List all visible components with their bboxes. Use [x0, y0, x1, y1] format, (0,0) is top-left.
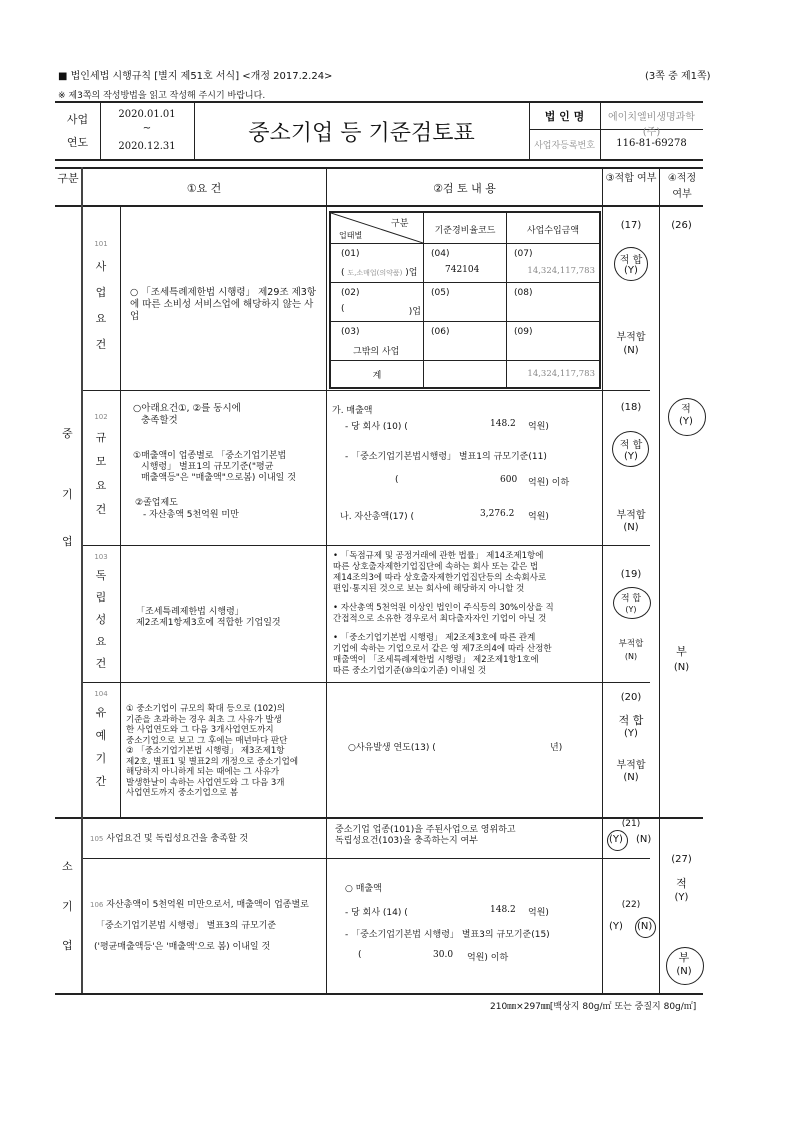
period-start: 2020.01.01	[118, 109, 176, 120]
sme-label-1: 중	[62, 427, 73, 440]
independence-requirement-text: 「조세특례제한법 시행령」 제2조제1항제3호에 적합한 기업일것	[136, 607, 281, 628]
fit-no-19: 부적합	[618, 639, 644, 649]
fit-no-21: (N)	[636, 834, 652, 845]
small-label-3: 업	[62, 939, 73, 952]
fit-yes-17: 적 합	[619, 255, 643, 266]
total-assets-17: 3,276.2	[480, 509, 515, 519]
biz-no-label: 사업자등록번호	[534, 141, 595, 151]
period-separator: ~	[142, 123, 152, 134]
small-label-2: 기	[62, 900, 73, 913]
fit-yes-22: (Y)	[609, 921, 623, 932]
sme-label-2: 기	[62, 488, 73, 501]
fit-no-18: 부적합	[616, 510, 646, 521]
company-sales-14: 148.2	[490, 905, 516, 915]
revenue-total: 14,324,117,783	[527, 369, 595, 379]
independence-requirement-label: 103 독 립 성 요 건	[94, 553, 108, 670]
small-label-1: 소	[62, 860, 73, 873]
scale-requirement-2: ②졸업제도 - 자산총액 5천억원 미만	[135, 498, 239, 520]
grace-period-text: ① 중소기업이 규모의 확대 등으로 (102)의 기준을 초과하는 경우 최초 그 사유가 발생 한 사업연도와 그 다음 3개사업연도까지 중소기업으로 보고 그 후에는 매년마다 판단 ② 「중소기업기본법 시행령」 제3조제1항 제2호, 별표1 및 별표2의 개정으로 중소기업에 해당하지 아니하게 되는 때에는 그 사유가 발생한날이 속하는 사업연도와 그 다음 3개 사업연도까지 중소기업으로 봄	[126, 704, 299, 798]
fit-no-22: (N)	[637, 921, 653, 932]
fiscal-year-label-2: 연도	[66, 136, 89, 149]
independence-review	[333, 551, 601, 677]
revenue-amount-1: 14,324,117,783	[527, 266, 595, 276]
fiscal-year-label-1: 사업	[66, 113, 89, 126]
page-title: 중소기업 등 기준검토표	[248, 121, 475, 146]
review-105: 중소기업 업종(101)을 주된사업으로 영위하고 독립성요건(103)을 충족하는지 여부	[335, 825, 516, 846]
independence-review-3: • 「중소기업기본법 시행령」 제2조제3호에 따른 관계 기업에 속하는 기업으로서 같은 영 제7조의4에 따라 산정한 매출액이 「조세특례제한법 시행령」 제2조제1항1호에 따른 중소기업기준(⑩의①기준) 이내일 것	[333, 633, 552, 676]
proper-yes-26: 적	[681, 404, 691, 415]
business-type-1: ( 도,소매업(의약품) )업	[341, 268, 418, 278]
requirement-106: 106 자산총액이 5천억원 미만으로서, 매출액이 업종별로 「중소기업기본법 시행령」 별표3의 규모기준 ('평균매출액등'은 '매출액'으로 봄) 이내일 것	[90, 900, 309, 952]
requirement-105: 105 사업요건 및 독립성요건을 충족할 것	[90, 834, 249, 844]
fit-yes-21: (Y)	[609, 834, 623, 845]
scale-std-15: 30.0	[433, 950, 454, 960]
page-info: (3쪽 중 제1쪽)	[645, 71, 711, 82]
sme-label-3: 업	[62, 535, 73, 548]
fit-yes-19: 적 합	[620, 594, 642, 604]
paper-spec: 210㎜×297㎜[백상지 80g/㎡ 또는 중질지 80g/㎡]	[490, 1002, 697, 1012]
company-sales-10: 148.2	[490, 419, 516, 429]
grace-period-label: 104 유 예 기 간	[94, 690, 108, 788]
fit-yes-18: 적 합	[619, 440, 643, 451]
col-category-header: 구분	[57, 172, 79, 185]
col-review-header: ②검 토 내 용	[433, 182, 496, 195]
form-notice: ※ 제3쪽의 작성방법을 읽고 작성해 주시기 바랍니다.	[58, 91, 266, 101]
scale-std-11: 600	[500, 475, 518, 485]
col-proper-header: ④적정 여부	[667, 173, 697, 200]
scale-requirement-1: ①매출액이 업종별로 「중소기업기본법 시행령」 별표1의 규모기준("평균 매출액등"은 "매출액"으로봄) 이내일 것	[133, 451, 296, 483]
business-type-table: 구분 업태별 기준경비율코드 사업수입금액 (01) ( 도,소매업(의약품) )업 (04) 742104 (07) 14,324,117,783 (02) ( )업 (05) (08) (03) 그밖의 사업 (06) (09) 계 14,324,117,783	[329, 211, 601, 389]
independence-review-2: • 자산총액 5천억원 이상인 법인이 주식등의 30%이상을 직 간접적으로 소유한 경우로서 최다출자자인 기업이 아닐 것	[333, 603, 554, 624]
proper-no-27: 부	[678, 951, 690, 964]
period-end: 2020.12.31	[118, 141, 176, 152]
independence-review-1: • 「독점규제 및 공정거래에 관한 법률」 제14조제1항에 따른 상호출자제한기업집단에 속하는 회사 또는 같은 법 제14조의3에 따라 상호출자제한기업집단등의 소속회사로 편입·통지된 것으로 보는 회사에 해당하지 아니할 것	[333, 551, 547, 594]
business-requirement-label: 101 사 업 요 건	[94, 240, 108, 351]
business-type-2: ( )업	[341, 304, 421, 317]
proper-no-26: 부	[676, 645, 687, 658]
biz-no: 116-81-69278	[616, 138, 687, 149]
proper-yes-27: 적	[676, 877, 687, 890]
form-reference: ■ 법인세법 시행규칙 [별지 제51호 서식] <개정 2017.2.24>	[58, 71, 333, 82]
scale-intro: ○아래요건①, ②를 동시에 충족할것	[133, 403, 241, 426]
scale-requirement-label: 102 규 모 요 건	[94, 413, 108, 516]
fit-yes-20: 적 합	[618, 714, 644, 727]
fit-no-17: 부적합	[616, 332, 646, 343]
corp-name-label: 법 인 명	[544, 110, 585, 123]
col-fit-header: ③적합 여부	[605, 173, 657, 184]
corp-name: 에이치엘비생명과학(주)	[608, 112, 695, 138]
fit-no-20: 부적합	[616, 760, 646, 771]
business-requirement-text: ○ 「조세특례제한법 시행령」 제29조 제3항에 따른 소비성 서비스업에 해당하지 않는 사업	[130, 287, 316, 322]
col-requirement-header: ①요 건	[186, 182, 222, 195]
std-code-1: 742104	[445, 265, 480, 275]
